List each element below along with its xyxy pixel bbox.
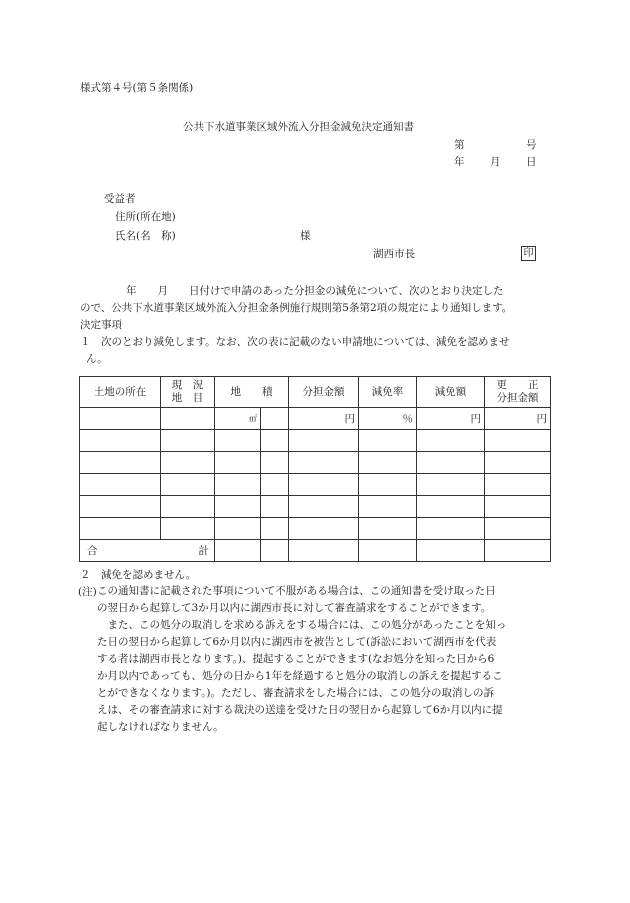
unit-area: ㎡ (215, 408, 261, 430)
table-cell (261, 518, 289, 540)
table-cell (161, 430, 215, 452)
table-cell (359, 518, 417, 540)
header-rate: 減免率 (359, 377, 417, 408)
table-cell (485, 452, 551, 474)
date-year: 年 (454, 156, 465, 168)
header-reduction: 減免額 (417, 377, 485, 408)
header-area: 地 積 (215, 377, 289, 408)
table-row (80, 496, 551, 518)
table-cell (215, 540, 261, 562)
note-line: この通知書に記載された事項について不服がある場合は、この通知書を受け取った日 (97, 585, 496, 597)
table-cell (359, 452, 417, 474)
body-line: 年 月 日付けで申請のあった分担金の減免について、次のとおり決定した (126, 285, 504, 297)
form-number: 様式第４号(第５条関係) (80, 82, 194, 94)
total-label-left: 合 (87, 545, 98, 557)
note-line: する者は湖西市長となります。)、提起することができます(なお処分を知った日から6 (97, 653, 495, 665)
table-cell (215, 474, 261, 496)
doc-number-suffix: 号 (526, 139, 537, 151)
table-cell (417, 474, 485, 496)
note-line: 起しなければなりません。 (97, 721, 224, 733)
recipient-name: 氏名(名 称) (115, 230, 176, 242)
table-cell (215, 430, 261, 452)
note-line: また、この処分の取消しを求める訴えをする場合には、この処分があったことを知っ (97, 619, 507, 631)
note-line: の翌日から起算して3か月以内に湖西市長に対して審査請求をすることができます。 (97, 602, 492, 614)
table-cell (289, 452, 359, 474)
unit-reduction: 円 (417, 408, 485, 430)
header-revised-amount: 更 正 分担金額 (485, 377, 551, 408)
table-cell (261, 408, 289, 430)
table-row (80, 474, 551, 496)
unit-amount: 円 (289, 408, 359, 430)
table-cell (359, 474, 417, 496)
seal-stamp: 印 (521, 246, 536, 261)
table-cell (261, 452, 289, 474)
table-cell (289, 496, 359, 518)
table-row (80, 452, 551, 474)
table-cell (161, 474, 215, 496)
reduction-table (79, 376, 551, 562)
item1-line: １ 次のとおり減免します。なお、次の表に記載のない申請地については、減免を認めませ (80, 336, 510, 348)
header-land-status: 現 況 地 目 (161, 377, 215, 408)
table-row (80, 408, 551, 430)
table-cell (485, 518, 551, 540)
date-month: 月 (490, 156, 501, 168)
table-cell (417, 496, 485, 518)
recipient-label: 受益者 (104, 193, 136, 205)
table-cell (261, 540, 289, 562)
note-text (97, 583, 552, 736)
recipient-address: 住所(所在地) (115, 211, 176, 223)
recipient-sama: 様 (300, 230, 311, 242)
item2-text: ２ 減免を認めません。 (80, 569, 197, 581)
total-label-right: 計 (198, 545, 209, 557)
note-line: か月以内であっても、処分の日から1年を経過すると処分の取消しの訴えを提起するこ (97, 670, 503, 682)
item1-line: ん。 (86, 353, 108, 365)
table-cell (215, 452, 261, 474)
document-title: 公共下水道事業区域外流入分担金減免決定通知書 (183, 121, 414, 133)
note-line: とができなくなります。)。ただし、審査請求をした場合には、この処分の取消しの訴 (97, 687, 495, 699)
table-cell (161, 408, 215, 430)
body-text (80, 283, 552, 368)
table-cell (289, 540, 359, 562)
unit-revised: 円 (485, 408, 551, 430)
table-total-row (80, 540, 551, 562)
table-cell (485, 474, 551, 496)
table-cell (485, 496, 551, 518)
table-cell (80, 518, 161, 540)
note-line: た日の翌日から起算して6か月以内に湖西市を被告として(訴訟において湖西市を代表 (97, 636, 497, 648)
table-row (80, 430, 551, 452)
table-cell (289, 518, 359, 540)
table-cell (161, 452, 215, 474)
table-cell (261, 430, 289, 452)
table-cell (359, 430, 417, 452)
table-cell (80, 496, 161, 518)
issuer-name: 湖西市長 (373, 248, 415, 260)
total-label-cell (80, 540, 215, 562)
table-cell (80, 474, 161, 496)
table-cell (417, 430, 485, 452)
table-cell (359, 496, 417, 518)
date-day: 日 (526, 156, 537, 168)
table-cell (289, 430, 359, 452)
table-row (80, 518, 551, 540)
table-cell (80, 430, 161, 452)
table-cell (289, 474, 359, 496)
table-header-row (80, 377, 551, 408)
note-line: えは、その審査請求に対する裁決の送達を受けた日の翌日から起算して6か月以内に提 (97, 704, 503, 716)
table-cell (417, 518, 485, 540)
header-amount: 分担金額 (289, 377, 359, 408)
table-cell (161, 496, 215, 518)
table-cell (215, 518, 261, 540)
body-line: 決定事項 (80, 319, 122, 331)
table-cell (80, 452, 161, 474)
body-line: ので、公共下水道事業区域外流入分担金条例施行規則第5条第2項の規定により通知します。 (80, 302, 513, 314)
table-cell (417, 452, 485, 474)
unit-rate: ％ (359, 408, 417, 430)
header-location: 土地の所在 (80, 377, 161, 408)
table-cell (215, 496, 261, 518)
table-cell (261, 496, 289, 518)
table-cell (359, 540, 417, 562)
doc-number-prefix: 第 (454, 139, 465, 151)
table-cell (261, 474, 289, 496)
table-cell (485, 430, 551, 452)
table-cell (485, 540, 551, 562)
table-cell (161, 518, 215, 540)
note-label: (注) (78, 586, 97, 598)
table-cell (417, 540, 485, 562)
table-cell (80, 408, 161, 430)
